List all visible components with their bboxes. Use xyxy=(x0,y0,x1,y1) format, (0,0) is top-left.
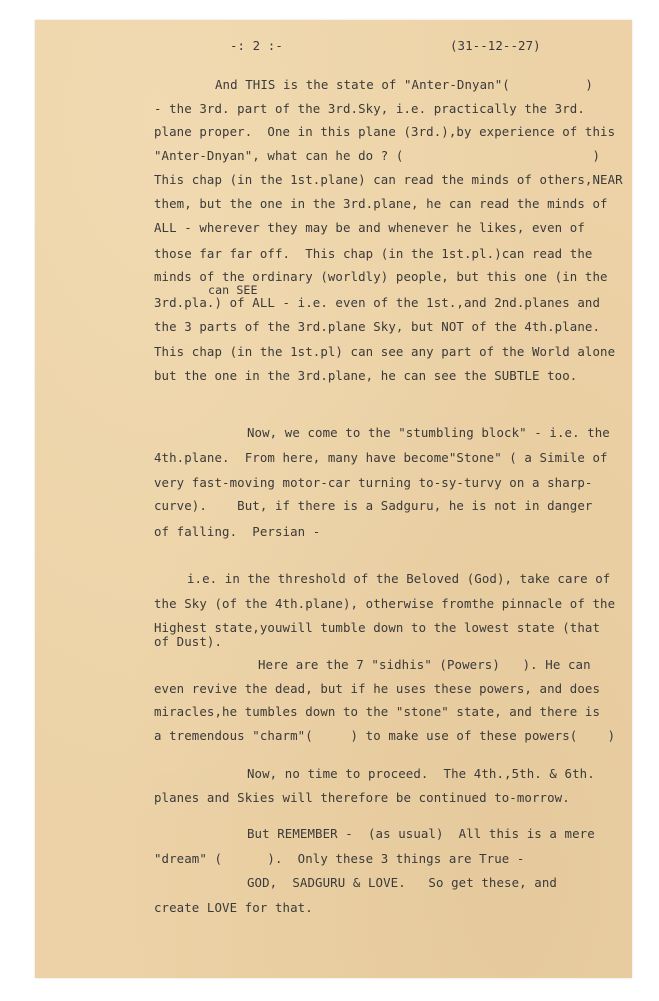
text-line: This chap (in the 1st.plane) can read the minds of others,NEAR xyxy=(154,172,623,187)
text-line: even revive the dead, but if he uses these powers, and does xyxy=(154,681,601,696)
text-line: planes and Skies will therefore be continued to-morrow. xyxy=(154,790,570,805)
text-line: ALL - wherever they may be and whenever he likes, even of xyxy=(154,220,585,235)
text-line: create LOVE for that. xyxy=(154,900,313,915)
page-number: -: 2 :- xyxy=(230,38,283,53)
text-line: very fast-moving motor-car turning to-sy-turvy on a sharp- xyxy=(154,475,593,490)
text-line: Now, we come to the "stumbling block" - i.e. the xyxy=(247,425,610,440)
text-line: "dream" ( ). Only these 3 things are True - xyxy=(154,851,525,866)
text-line: This chap (in the 1st.pl) can see any part of the World alone xyxy=(154,344,616,359)
text-line: "Anter-Dnyan", what can he do ? ( ) xyxy=(154,148,601,163)
text-line: Now, no time to proceed. The 4th.,5th. & 6th. xyxy=(247,766,595,781)
text-line: 4th.plane. From here, many have become"Stone" ( a Simile of xyxy=(154,450,608,465)
text-line: them, but the one in the 3rd.plane, he can read the minds of xyxy=(154,196,608,211)
text-line: - the 3rd. part of the 3rd.Sky, i.e. practically the 3rd. xyxy=(154,101,585,116)
text-line: And THIS is the state of "Anter-Dnyan"( ) xyxy=(215,77,593,92)
text-line: GOD, SADGURU & LOVE. So get these, and xyxy=(247,875,557,890)
text-line: but the one in the 3rd.plane, he can see the SUBTLE too. xyxy=(154,368,578,383)
text-line: of Dust). xyxy=(154,634,223,649)
text-line: plane proper. One in this plane (3rd.),by experience of this xyxy=(154,124,616,139)
text-line: minds of the ordinary (worldly) people, but this one (in the xyxy=(154,269,608,284)
text-line: i.e. in the threshold of the Beloved (God), take care of xyxy=(187,571,611,586)
text-line: miracles,he tumbles down to the "stone" state, and there is xyxy=(154,704,601,719)
text-line: those far far off. This chap (in the 1st.pl.)can read the xyxy=(154,246,593,261)
text-line: 3rd.pla.) of ALL - i.e. even of the 1st.,and 2nd.planes and xyxy=(154,295,601,310)
text-line: a tremendous "charm"( ) to make use of these powers( ) xyxy=(154,728,616,743)
text-line: curve). But, if there is a Sadguru, he is not in danger xyxy=(154,498,593,513)
text-line: Here are the 7 "sidhis" (Powers) ). He can xyxy=(258,657,591,672)
text-line: the Sky (of the 4th.plane), otherwise fromthe pinnacle of the xyxy=(154,596,616,611)
text-line: of falling. Persian - xyxy=(154,524,321,539)
text-line: Highest state,youwill tumble down to the lowest state (that xyxy=(154,620,601,635)
interlinear-insert: can SEE xyxy=(208,283,258,297)
page-date: (31--12--27) xyxy=(450,38,541,53)
text-line: the 3 parts of the 3rd.plane Sky, but NOT of the 4th.plane. xyxy=(154,319,601,334)
text-line: But REMEMBER - (as usual) All this is a mere xyxy=(247,826,595,841)
